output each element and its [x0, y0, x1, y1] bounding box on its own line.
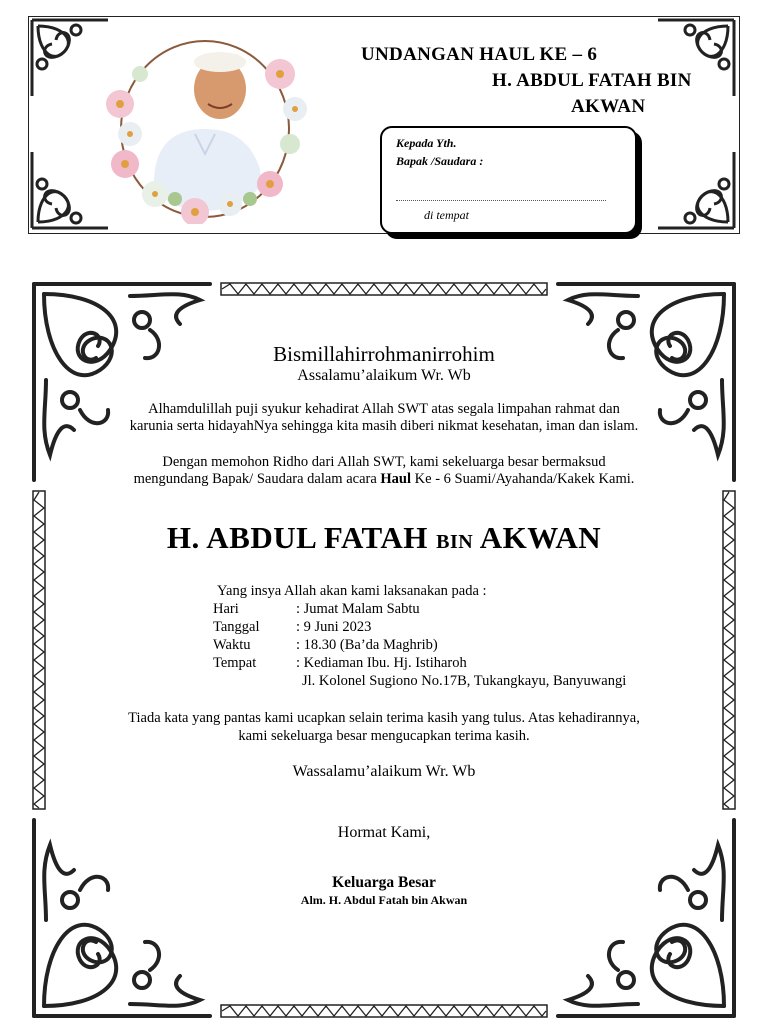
name-bin: BIN [436, 531, 474, 553]
ornament-corner-icon [648, 16, 738, 106]
detail-label-day: Hari [213, 601, 239, 617]
paragraph-2-line-1: Dengan memohon Ridho dari Allah SWT, kami sekeluarga besar bermaksud [162, 454, 606, 470]
detail-label-date: Tanggal [213, 619, 260, 635]
haul-word: Haul [380, 471, 412, 487]
detail-value-place: : Kediaman Ibu. Hj. Istiharoh [296, 655, 467, 671]
greeting-text: Assalamu’alaikum Wr. Wb [297, 367, 471, 384]
chain-border-icon [220, 282, 548, 296]
regards-text: Hormat Kami, [337, 824, 431, 841]
detail-value-date: : 9 Juni 2023 [296, 619, 372, 635]
paragraph-2-line-2 [0, 471, 768, 488]
closing-greeting: Wassalamu’alaikum Wr. Wb [292, 763, 476, 780]
chain-border-icon [220, 1004, 548, 1018]
closing-line-2: kami sekeluarga besar mengucapkan terima kasih. [238, 728, 530, 744]
paragraph-1-line-1: Alhamdulillah puji syukur kehadirat Allah SWT atas segala limpahan rahmat dan [148, 401, 620, 417]
paragraph-2-text-end: Ke - 6 Suami/Ayahanda/Kakek Kami. [411, 471, 635, 487]
detail-value-day: : Jumat Malam Sabtu [296, 601, 420, 617]
deceased-name [0, 520, 768, 556]
family-signature: Keluarga Besar [332, 874, 436, 891]
bismillah-text: Bismillahirrohmanirrohim [273, 342, 495, 366]
detail-label-time: Waktu [213, 637, 251, 653]
invitation-title: UNDANGAN HAUL KE – 6 [361, 44, 598, 65]
detail-value-time: : 18.30 (Ba’da Maghrib) [296, 637, 438, 653]
closing-line-1: Tiada kata yang pantas kami ucapkan selain terima kasih yang tulus. Atas kehadirannya, [128, 710, 640, 726]
recipient-line [396, 200, 606, 201]
recipient-box [380, 126, 637, 234]
invitation-name-line1: H. ABDUL FATAH BIN [492, 70, 692, 91]
schedule-intro: Yang insya Allah akan kami laksanakan pada : [217, 583, 487, 599]
recipient-label: Bapak /Saudara : [396, 154, 484, 168]
paragraph-1-line-2: karunia serta hidayahNya sehingga kita masih diberi nikmat kesehatan, iman dan islam. [129, 418, 639, 434]
name-part: AKWAN [473, 520, 602, 555]
name-part: H. ABDUL FATAH [166, 520, 437, 555]
place-label: di tempat [424, 208, 469, 222]
ornament-corner-icon [648, 142, 738, 232]
portrait-photo [100, 34, 310, 224]
detail-label-place: Tempat [213, 655, 257, 671]
paragraph-2-text: mengundang Bapak/ Saudara dalam acara [133, 471, 381, 487]
detail-address: Jl. Kolonel Sugiono No.17B, Tukangkayu, Banyuwangi [302, 673, 627, 689]
invitation-name-line2: AKWAN [571, 96, 646, 117]
to-label: Kepada Yth. [396, 136, 457, 150]
family-subtitle: Alm. H. Abdul Fatah bin Akwan [300, 893, 468, 907]
